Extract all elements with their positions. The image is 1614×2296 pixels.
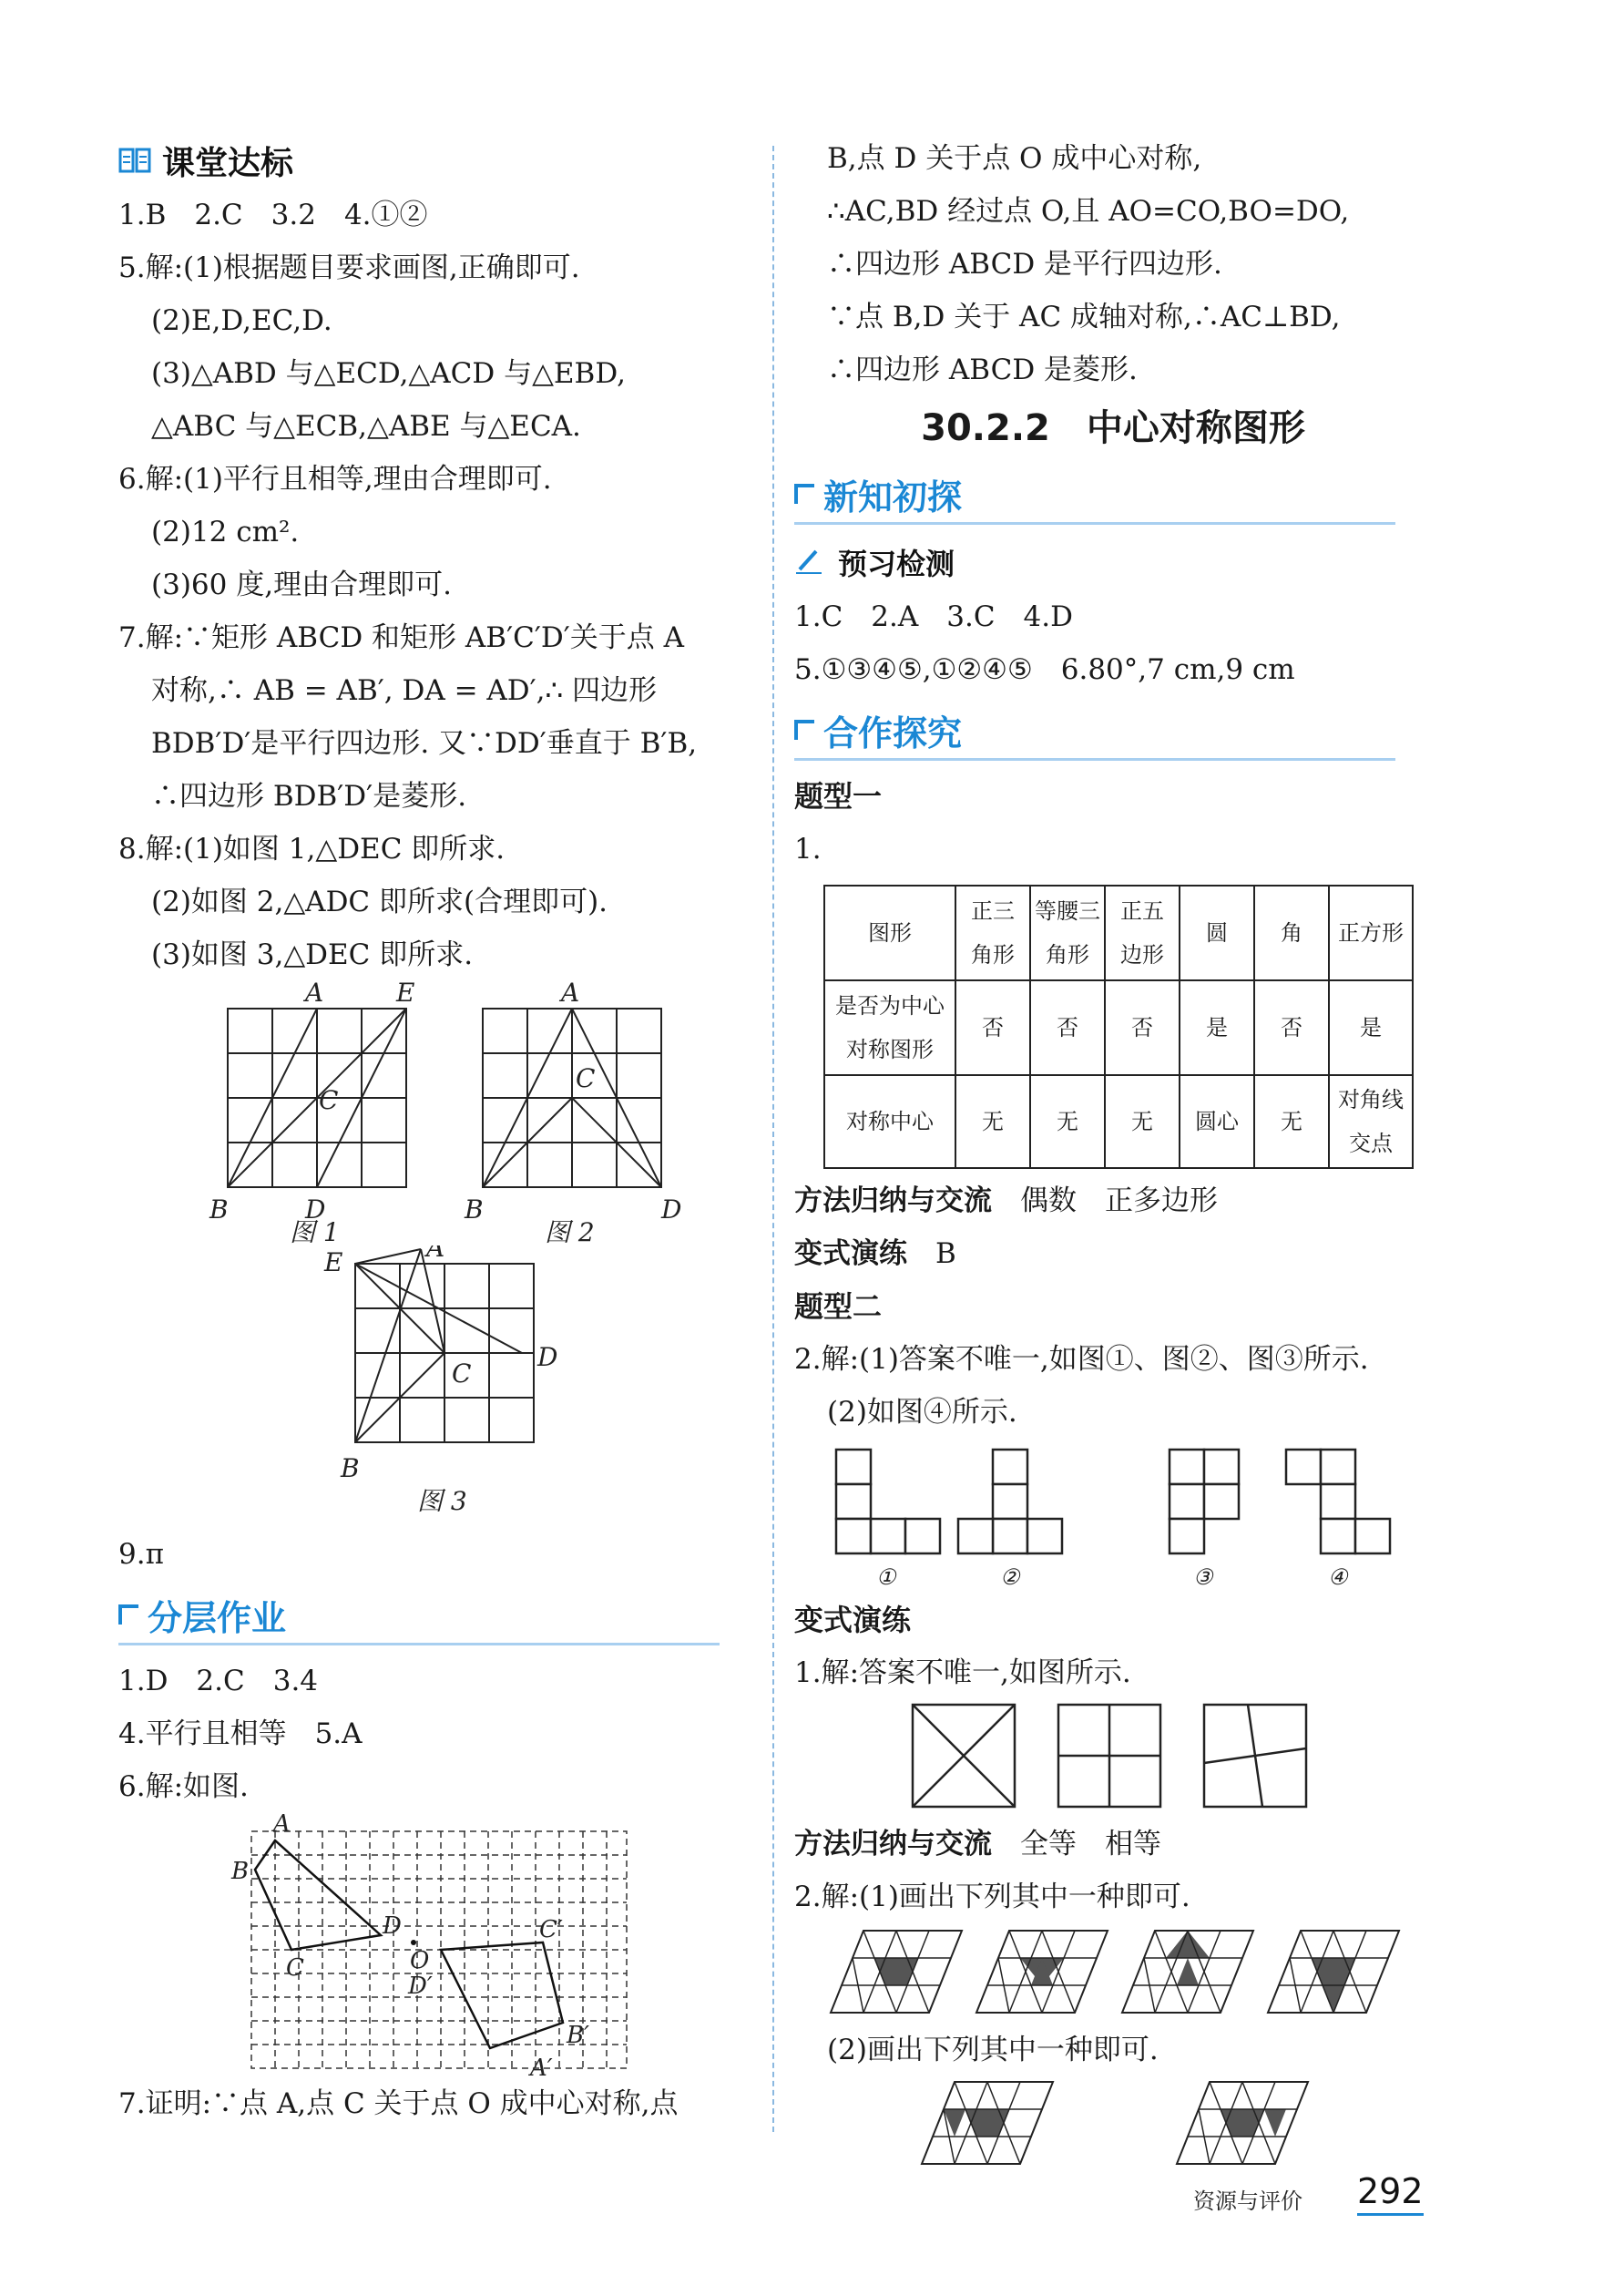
label-C: C — [319, 1085, 339, 1115]
table-cell: 否 — [955, 980, 1030, 1075]
figure-triangle-grids-2 — [794, 2076, 1432, 2186]
section-hezuo-title: 合作探究 — [823, 712, 963, 753]
fangfa-label: 方法归纳与交流 — [794, 1828, 992, 1860]
table-cell: 无 — [1030, 1075, 1105, 1168]
answer-line: ∴四边形 ABCD 是平行四边形. — [827, 248, 1222, 281]
figure-3-svg — [118, 1245, 756, 1528]
label-D: D — [661, 1194, 682, 1225]
answer-line-q1: 1. — [794, 833, 822, 866]
label-C: C — [576, 1063, 596, 1093]
label-E: E — [396, 981, 415, 1008]
answer-line-q9: 9.π — [118, 1538, 164, 1571]
section-hezuo-heading — [794, 702, 1395, 761]
answer-line: B,点 D 关于点 O 成中心对称, — [827, 142, 1202, 175]
section-xinzhi-heading — [794, 466, 1395, 525]
label-D-prime: D′ — [408, 1973, 433, 2000]
answer-line: 1.解:答案不唯一,如图所示. — [794, 1656, 1131, 1689]
right-column — [794, 132, 1432, 2186]
answer-line: (2)如图④所示. — [827, 1396, 1017, 1429]
label-E: E — [324, 1247, 343, 1277]
table-cell: 正三 角形 — [955, 886, 1030, 980]
table-cell: 角 — [1254, 886, 1329, 980]
corner-marker-icon — [118, 1604, 138, 1625]
table-cell: 是 — [1180, 980, 1254, 1075]
answer-line: (2)E,D,EC,D. — [151, 304, 332, 337]
yuxi-title: 预习检测 — [838, 547, 955, 581]
answer-line: ∵点 B,D 关于 AC 成轴对称,∴AC⊥BD, — [827, 301, 1341, 333]
tixing-1: 题型一 — [794, 779, 883, 814]
shape-label: ② — [1000, 1564, 1020, 1590]
figure-q6 — [118, 1813, 756, 2077]
shape-label: ① — [876, 1564, 896, 1590]
column-divider — [772, 146, 774, 2132]
label-A: A — [426, 1245, 445, 1263]
section-title: 30.2.2 中心对称图形 — [921, 407, 1305, 449]
table-cell: 是否为中心 对称图形 — [824, 980, 955, 1075]
answer-line: ∴四边形 BDB′D′是菱形. — [151, 780, 467, 813]
answer-line: 4.平行且相等 5.A — [118, 1717, 363, 1750]
triangle-grids-svg-2 — [794, 2076, 1432, 2186]
bianshi-line-1 — [794, 1227, 1432, 1280]
table-cell: 正方形 — [1329, 886, 1413, 980]
section-fenceng-heading — [118, 1586, 720, 1645]
bianshi-heading-2: 变式演练 — [794, 1603, 912, 1637]
page-number: 292 — [1357, 2171, 1424, 2216]
answer-line: △ABC 与△ECB,△ABE 与△ECA. — [151, 410, 581, 443]
figure-1-caption: 图 1 — [290, 1217, 340, 1245]
corner-marker-icon — [794, 720, 814, 740]
label-D: D — [537, 1342, 558, 1372]
figure-q6-svg — [118, 1813, 756, 2077]
label-O: O — [410, 1947, 430, 1974]
answer-line: BDB′D′是平行四边形. 又∵DD′垂直于 B′B, — [151, 727, 698, 760]
label-A: A — [561, 981, 580, 1008]
shape-label: ④ — [1328, 1564, 1348, 1590]
figure-1-2-svg — [118, 981, 756, 1245]
label-C: C — [452, 1358, 472, 1389]
table-cell: 否 — [1105, 980, 1180, 1075]
fangfa-value: 全等 相等 — [1020, 1828, 1161, 1860]
table-cell: 对称中心 — [824, 1075, 955, 1168]
label-C-prime: C′ — [539, 1916, 563, 1943]
book-icon — [118, 144, 151, 177]
answer-line: (2)画出下列其中一种即可. — [827, 2034, 1159, 2066]
section-xinzhi-title: 新知初探 — [823, 477, 963, 518]
answer-line: (3)△ABD 与△ECD,△ACD 与△EBD, — [151, 357, 626, 390]
table-cell: 圆 — [1180, 886, 1254, 980]
answer-line: 6.解:如图. — [118, 1770, 249, 1803]
table-cell: 无 — [1105, 1075, 1180, 1168]
table-cell: 无 — [955, 1075, 1030, 1168]
symmetry-table — [823, 885, 1414, 1169]
table-cell: 否 — [1030, 980, 1105, 1075]
footer-label: 资源与评价 — [1193, 2188, 1302, 2214]
left-column — [118, 132, 756, 2130]
label-C: C — [286, 1954, 304, 1982]
answer-line: (3)60 度,理由合理即可. — [151, 569, 452, 601]
label-A-prime: A′ — [530, 2055, 553, 2077]
figure-square-divisions — [794, 1699, 1432, 1818]
figure-3 — [118, 1245, 756, 1528]
label-B: B — [465, 1194, 484, 1225]
table-cell: 等腰三 角形 — [1030, 886, 1105, 980]
section-ketang-heading — [118, 132, 756, 189]
corner-marker-icon — [794, 484, 814, 504]
table-row — [824, 980, 1413, 1075]
bianshi-label: 变式演练 — [794, 1237, 907, 1270]
fangfa-value: 偶数 正多边形 — [1020, 1184, 1218, 1217]
polyomino-svg — [794, 1439, 1432, 1594]
answer-line: 8.解:(1)如图 1,△DEC 即所求. — [118, 833, 506, 866]
figure-2-caption: 图 2 — [545, 1217, 595, 1245]
answer-line: 1.B 2.C 3.2 4.①② — [118, 199, 428, 231]
answer-line: 1.C 2.A 3.C 4.D — [794, 600, 1073, 633]
label-A: A — [305, 981, 324, 1008]
table-cell: 否 — [1254, 980, 1329, 1075]
answer-line: 1.D 2.C 3.4 — [118, 1665, 319, 1697]
answer-line: ∴四边形 ABCD 是菱形. — [827, 354, 1138, 386]
answer-line: 2.解:(1)画出下列其中一种即可. — [794, 1881, 1190, 1913]
figure-3-caption: 图 3 — [417, 1486, 467, 1516]
label-D: D — [383, 1912, 402, 1940]
figures-1-2 — [118, 981, 756, 1245]
section-ketang-title: 课堂达标 — [162, 144, 294, 182]
table-cell: 无 — [1254, 1075, 1329, 1168]
answer-line: 2.解:(1)答案不唯一,如图①、图②、图③所示. — [794, 1343, 1369, 1376]
triangle-grids-svg-1 — [794, 1923, 1432, 2024]
figure-polyominoes — [794, 1439, 1432, 1594]
table-cell: 正五 边形 — [1105, 886, 1180, 980]
answer-line: 6.解:(1)平行且相等,理由合理即可. — [118, 463, 552, 496]
table-row — [824, 1075, 1413, 1168]
yuxi-heading — [794, 534, 1432, 590]
answer-line-q7: 7.证明:∵点 A,点 C 关于点 O 成中心对称,点 — [118, 2087, 679, 2120]
fangfa-line-2 — [794, 1818, 1432, 1871]
answer-line: 5.①③④⑤,①②④⑤ 6.80°,7 cm,9 cm — [794, 653, 1295, 686]
label-B-prime: B′ — [567, 2022, 590, 2049]
table-cell: 是 — [1329, 980, 1413, 1075]
table-row — [824, 886, 1413, 980]
shape-label: ③ — [1193, 1564, 1213, 1590]
label-B: B — [231, 1858, 250, 1885]
answer-line: ∴AC,BD 经过点 O,且 AO=CO,BO=DO, — [827, 195, 1350, 228]
table-cell: 圆心 — [1180, 1075, 1254, 1168]
answer-line: 7.解:∵矩形 ABCD 和矩形 AB′C′D′关于点 A — [118, 621, 684, 654]
label-B: B — [209, 1194, 229, 1225]
answer-line: 对称,∴ AB = AB′, DA = AD′,∴ 四边形 — [151, 674, 658, 707]
fangfa-line-1 — [794, 1174, 1432, 1227]
answer-line: 5.解:(1)根据题目要求画图,正确即可. — [118, 251, 580, 284]
pencil-icon — [794, 546, 827, 579]
section-fenceng-title: 分层作业 — [148, 1597, 287, 1638]
label-D: D — [305, 1194, 326, 1225]
answer-line: (3)如图 3,△DEC 即所求. — [151, 938, 474, 971]
answer-line: (2)如图 2,△ADC 即所求(合理即可). — [151, 886, 608, 918]
label-A: A — [273, 1813, 291, 1838]
bianshi-value: B — [935, 1237, 956, 1270]
fangfa-label: 方法归纳与交流 — [794, 1184, 992, 1217]
table-cell: 图形 — [824, 886, 955, 980]
tixing-2: 题型二 — [794, 1289, 883, 1324]
answer-line: (2)12 cm². — [151, 516, 300, 548]
table-cell: 对角线 交点 — [1329, 1075, 1413, 1168]
figure-triangle-grids-1 — [794, 1923, 1432, 2024]
label-B: B — [341, 1453, 360, 1483]
square-division-svg — [794, 1699, 1432, 1818]
